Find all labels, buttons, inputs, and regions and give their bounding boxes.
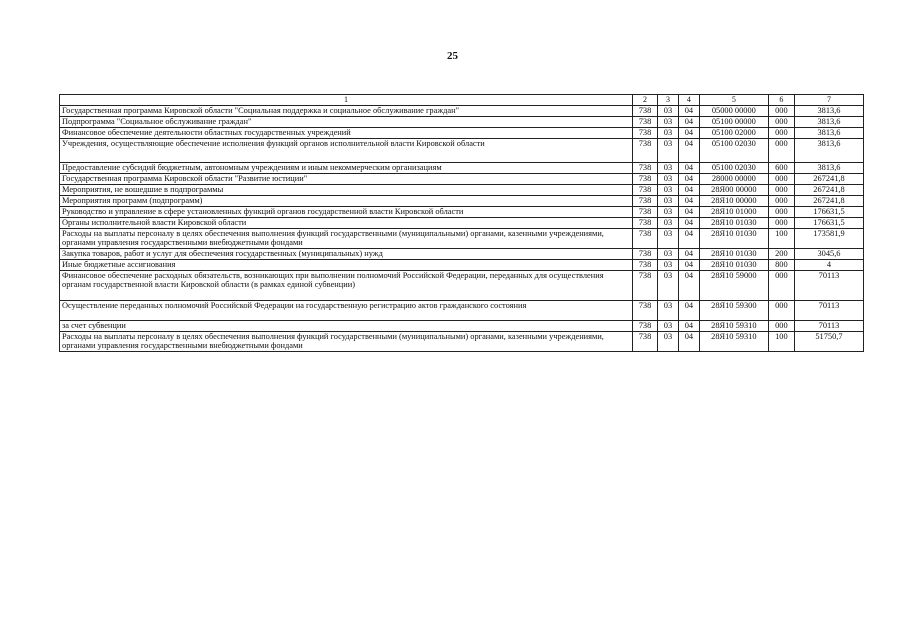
row-section: 03: [658, 163, 679, 174]
row-amount: 51750,7: [794, 332, 863, 352]
row-code: 738: [632, 207, 657, 218]
row-subsection: 04: [678, 128, 699, 139]
table-row: [60, 128, 864, 139]
row-expense-type: 000: [768, 106, 794, 117]
row-amount: 267241,8: [794, 174, 863, 185]
table-row: [60, 332, 864, 352]
row-expense-type: 000: [768, 271, 794, 301]
header-col-3: 3: [658, 95, 679, 106]
header-col-6: 6: [768, 95, 794, 106]
row-target: 28Я10 59300: [699, 301, 768, 321]
row-target: 05100 02030: [699, 163, 768, 174]
row-code: 738: [632, 301, 657, 321]
row-subsection: 04: [678, 260, 699, 271]
row-target: 28Я10 59310: [699, 332, 768, 352]
row-target: 28Я10 01030: [699, 218, 768, 229]
row-section: 03: [658, 229, 679, 249]
header-col-7: 7: [794, 95, 863, 106]
row-amount: 3813,6: [794, 117, 863, 128]
row-subsection: 04: [678, 174, 699, 185]
row-subsection: 04: [678, 185, 699, 196]
row-amount: 3813,6: [794, 106, 863, 117]
row-expense-type: 100: [768, 332, 794, 352]
row-expense-type: 000: [768, 207, 794, 218]
row-name: Руководство и управление в сфере установленных функций органов государственной власти Кировской области: [60, 207, 633, 218]
header-col-4: 4: [678, 95, 699, 106]
row-code: 738: [632, 271, 657, 301]
table-row: [60, 117, 864, 128]
row-subsection: 04: [678, 207, 699, 218]
row-target: 28Я10 01000: [699, 207, 768, 218]
row-section: 03: [658, 117, 679, 128]
row-name: Осуществление переданных полномочий Российской Федерации на государственную регистрацию актов гражданского состояния: [60, 301, 633, 321]
row-target: 28Я10 00000: [699, 196, 768, 207]
table-row: [60, 106, 864, 117]
row-name: Финансовое обеспечение деятельности областных государственных учреждений: [60, 128, 633, 139]
row-expense-type: 000: [768, 218, 794, 229]
row-section: 03: [658, 207, 679, 218]
row-expense-type: 000: [768, 128, 794, 139]
row-section: 03: [658, 271, 679, 301]
row-code: 738: [632, 321, 657, 332]
row-amount: 4: [794, 260, 863, 271]
table-row: [60, 321, 864, 332]
row-section: 03: [658, 260, 679, 271]
header-col-5: 5: [699, 95, 768, 106]
row-subsection: 04: [678, 271, 699, 301]
table-row: [60, 271, 864, 301]
table-row: [60, 139, 864, 163]
row-subsection: 04: [678, 249, 699, 260]
row-subsection: 04: [678, 163, 699, 174]
row-code: 738: [632, 117, 657, 128]
row-code: 738: [632, 139, 657, 163]
table-row: [60, 260, 864, 271]
table-row: [60, 207, 864, 218]
table-header-row: [60, 95, 864, 106]
row-subsection: 04: [678, 218, 699, 229]
row-name: Иные бюджетные ассигнования: [60, 260, 633, 271]
table-row: [60, 218, 864, 229]
row-code: 738: [632, 196, 657, 207]
row-target: 28Я10 01030: [699, 249, 768, 260]
row-name: Органы исполнительной власти Кировской области: [60, 218, 633, 229]
row-code: 738: [632, 106, 657, 117]
row-section: 03: [658, 321, 679, 332]
row-target: 28Я00 00000: [699, 185, 768, 196]
row-name: Предоставление субсидий бюджетным, автономным учреждениям и иным некоммерческим организациям: [60, 163, 633, 174]
table-row: [60, 229, 864, 249]
row-code: 738: [632, 249, 657, 260]
row-amount: 176631,5: [794, 218, 863, 229]
row-name: за счет субвенции: [60, 321, 633, 332]
row-section: 03: [658, 301, 679, 321]
row-subsection: 04: [678, 332, 699, 352]
row-name: Мероприятия, не вошедшие в подпрограммы: [60, 185, 633, 196]
row-code: 738: [632, 260, 657, 271]
row-section: 03: [658, 128, 679, 139]
row-code: 738: [632, 185, 657, 196]
row-name: Мероприятия программ (подпрограмм): [60, 196, 633, 207]
row-amount: 267241,8: [794, 185, 863, 196]
row-code: 738: [632, 163, 657, 174]
budget-table-container: [59, 94, 864, 352]
table-row: [60, 249, 864, 260]
row-code: 738: [632, 128, 657, 139]
table-row: [60, 185, 864, 196]
row-amount: 70113: [794, 321, 863, 332]
row-section: 03: [658, 106, 679, 117]
row-expense-type: 000: [768, 196, 794, 207]
row-target: 28Я10 59310: [699, 321, 768, 332]
row-target: 05100 02030: [699, 139, 768, 163]
row-subsection: 04: [678, 301, 699, 321]
table-row: [60, 174, 864, 185]
table-row: [60, 196, 864, 207]
row-name: Расходы на выплаты персоналу в целях обеспечения выполнения функций государственными (муниципальными) органами, казенными учреждениями, органами управления государственными внебюджетными фондами: [60, 229, 633, 249]
row-target: 05100 00000: [699, 117, 768, 128]
row-expense-type: 000: [768, 174, 794, 185]
row-section: 03: [658, 249, 679, 260]
row-amount: 70113: [794, 271, 863, 301]
table-row: [60, 163, 864, 174]
row-expense-type: 000: [768, 139, 794, 163]
row-code: 738: [632, 332, 657, 352]
row-expense-type: 800: [768, 260, 794, 271]
row-expense-type: 100: [768, 229, 794, 249]
row-subsection: 04: [678, 139, 699, 163]
row-amount: 173581,9: [794, 229, 863, 249]
row-amount: 176631,5: [794, 207, 863, 218]
row-amount: 3045,6: [794, 249, 863, 260]
row-code: 738: [632, 174, 657, 185]
row-subsection: 04: [678, 196, 699, 207]
row-name: Государственная программа Кировской области "Развитие юстиции": [60, 174, 633, 185]
row-section: 03: [658, 218, 679, 229]
row-amount: 267241,8: [794, 196, 863, 207]
row-target: 28Я10 01030: [699, 229, 768, 249]
row-target: 28Я10 01030: [699, 260, 768, 271]
page-number: 25: [447, 50, 458, 62]
row-target: 05000 00000: [699, 106, 768, 117]
row-section: 03: [658, 139, 679, 163]
row-name: Подпрограмма "Социальное обслуживание граждан": [60, 117, 633, 128]
row-code: 738: [632, 218, 657, 229]
row-expense-type: 600: [768, 163, 794, 174]
row-section: 03: [658, 196, 679, 207]
row-target: 28000 00000: [699, 174, 768, 185]
row-name: Государственная программа Кировской области "Социальная поддержка и социальное обслуживание граждан": [60, 106, 633, 117]
row-expense-type: 000: [768, 321, 794, 332]
row-expense-type: 000: [768, 185, 794, 196]
row-name: Учреждения, осуществляющие обеспечение исполнения функций органов исполнительной власти Кировской области: [60, 139, 633, 163]
row-amount: 3813,6: [794, 128, 863, 139]
row-expense-type: 000: [768, 117, 794, 128]
table-row: [60, 301, 864, 321]
budget-table: [59, 94, 864, 352]
header-col-1: 1: [60, 95, 633, 106]
row-subsection: 04: [678, 321, 699, 332]
row-amount: 70113: [794, 301, 863, 321]
row-name: Финансовое обеспечение расходных обязательств, возникающих при выполнении полномочий Российской Федерации, переданных для осуществления органам государственной власти Кировской области (в рамках единой субвенции): [60, 271, 633, 301]
row-subsection: 04: [678, 106, 699, 117]
row-expense-type: 200: [768, 249, 794, 260]
row-target: 05100 02000: [699, 128, 768, 139]
row-name: Расходы на выплаты персоналу в целях обеспечения выполнения функций государственными (муниципальными) органами, казенными учреждениями, органами управления государственными внебюджетными фондами: [60, 332, 633, 352]
header-col-2: 2: [632, 95, 657, 106]
row-section: 03: [658, 174, 679, 185]
row-amount: 3813,6: [794, 139, 863, 163]
row-subsection: 04: [678, 229, 699, 249]
row-section: 03: [658, 185, 679, 196]
row-subsection: 04: [678, 117, 699, 128]
row-section: 03: [658, 332, 679, 352]
row-code: 738: [632, 229, 657, 249]
row-expense-type: 000: [768, 301, 794, 321]
row-amount: 3813,6: [794, 163, 863, 174]
row-name: Закупка товаров, работ и услуг для обеспечения государственных (муниципальных) нужд: [60, 249, 633, 260]
row-target: 28Я10 59000: [699, 271, 768, 301]
